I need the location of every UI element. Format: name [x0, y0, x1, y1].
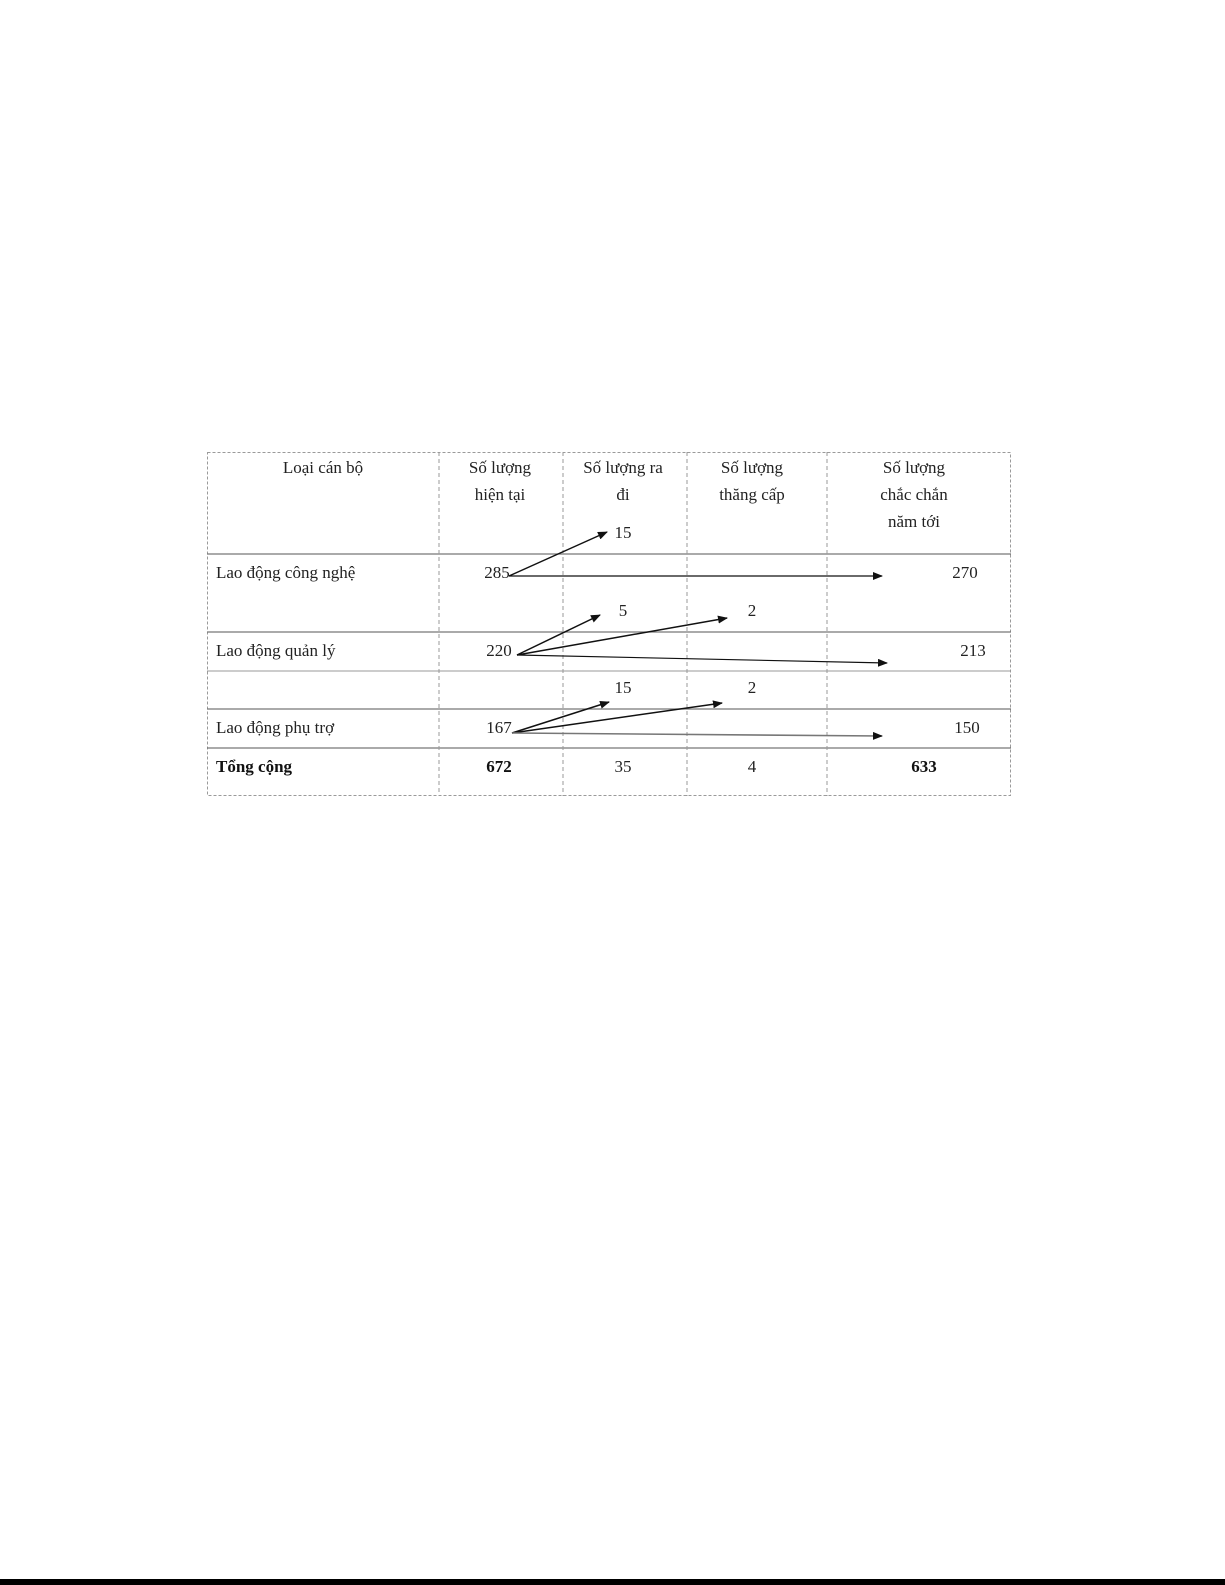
row2-promoted-value: 2: [747, 601, 757, 620]
row2-current-value: 220: [486, 641, 512, 660]
header-promoted: Số lượng thăng cấp: [719, 458, 785, 504]
row2-label: Lao động quản lý: [216, 641, 336, 660]
row3-leaving-value: 15: [614, 678, 632, 697]
staffing-flow-table: [207, 452, 1011, 796]
header-staff-type: Loại cán bộ: [282, 458, 364, 477]
flow-arrow: [517, 615, 600, 655]
flow-arrow: [517, 655, 887, 663]
header-next-year: Số lượng chắc chắn năm tới: [880, 458, 948, 531]
header-leaving: Số lượng ra đi: [583, 458, 663, 504]
total-leaving-value: 35: [614, 757, 632, 776]
row2-leaving-value: 5: [618, 601, 628, 620]
total-current-value: 672: [486, 757, 512, 776]
row2-next-year-value: 213: [960, 641, 986, 660]
row1-label: Lao động công nghệ: [216, 563, 356, 582]
row1-next-year-value: 270: [952, 563, 978, 582]
row3-promoted-value: 2: [747, 678, 757, 697]
row3-current-value: 167: [486, 718, 512, 737]
row1-leaving-value: 15: [614, 523, 632, 542]
total-label: Tổng cộng: [216, 757, 293, 776]
header-current: Số lượng hiện tại: [468, 458, 532, 504]
page-bottom-rule: [0, 1579, 1225, 1585]
row3-label: Lao động phụ trợ: [216, 718, 335, 737]
flow-arrow: [512, 702, 609, 733]
total-next-year-value: 633: [911, 757, 937, 776]
row1-current-value: 285: [484, 563, 510, 582]
total-promoted-value: 4: [747, 757, 757, 776]
flow-arrow: [512, 703, 722, 733]
row3-next-year-value: 150: [954, 718, 980, 737]
